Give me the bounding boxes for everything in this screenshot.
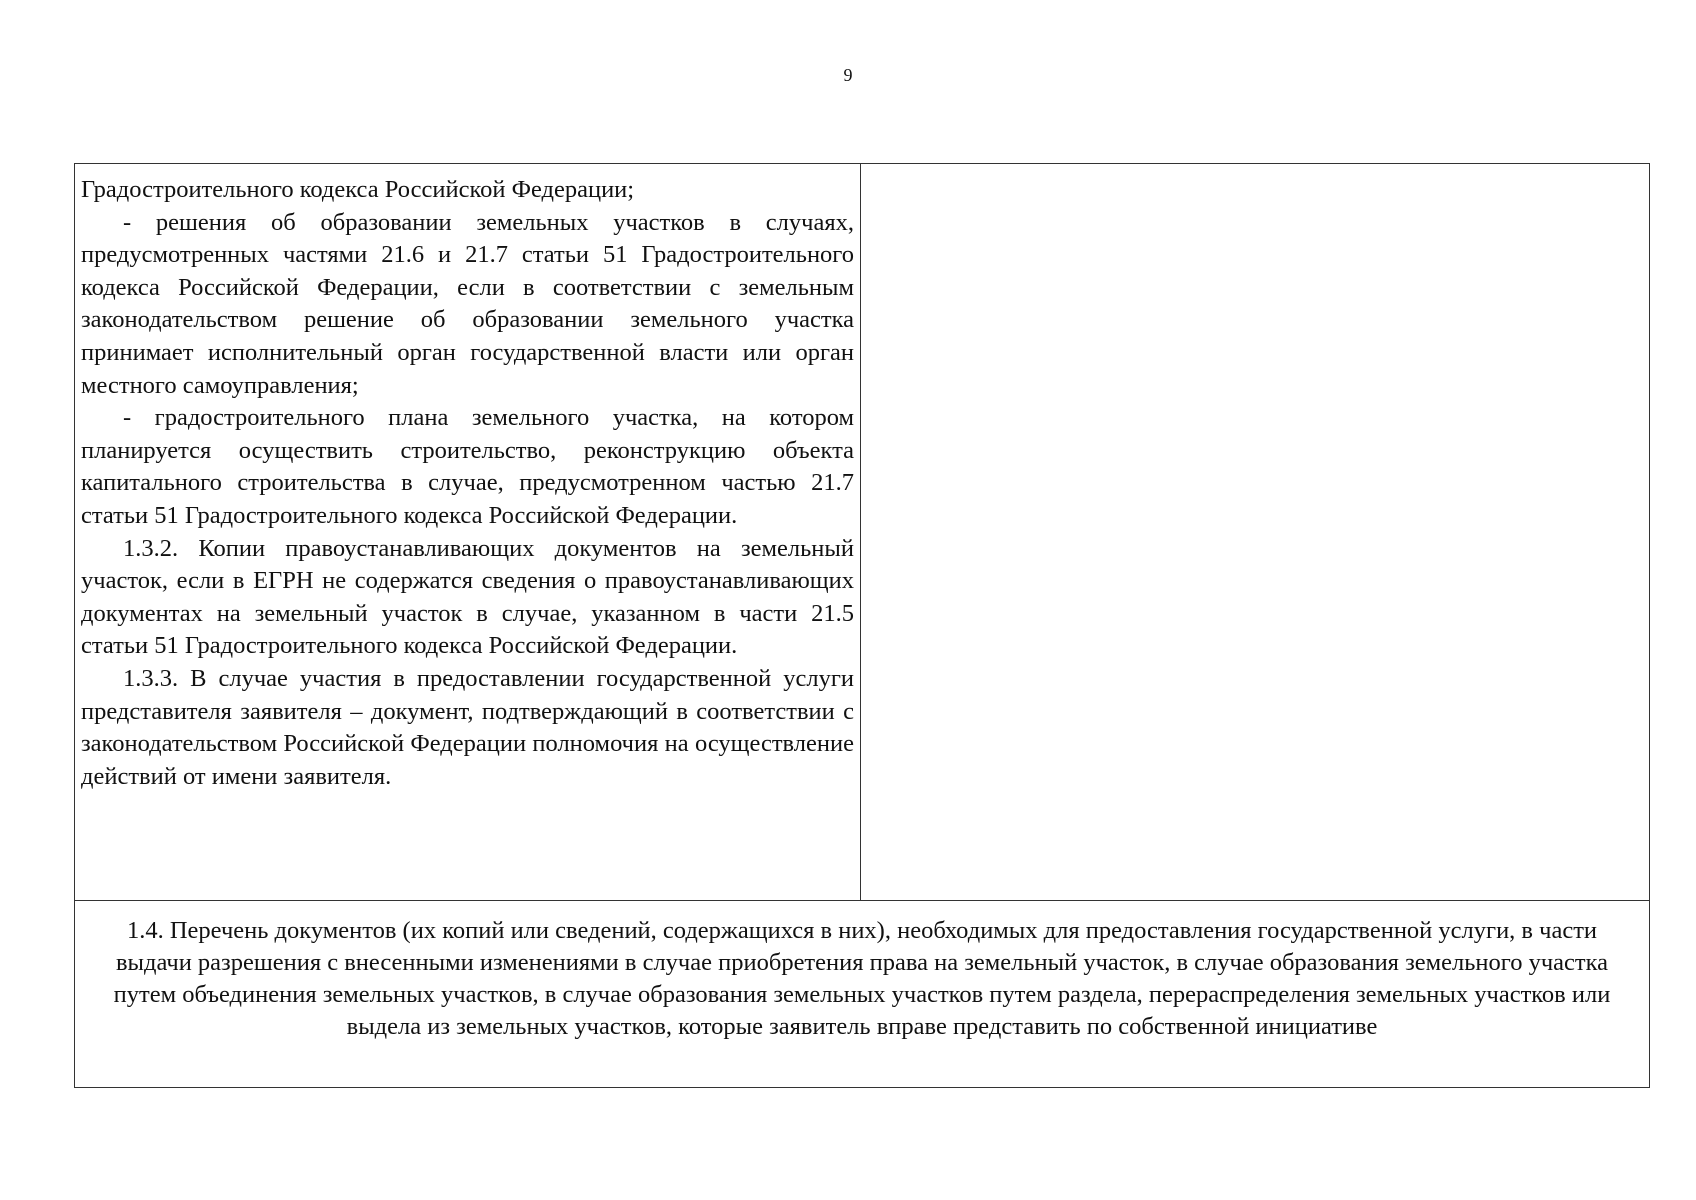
table-cell-right: [861, 164, 1649, 900]
paragraph-gradostroitelny-kodeks: Градостроительного кодекса Российской Федерации;: [81, 176, 635, 203]
table-row: [75, 164, 1649, 901]
table-cell-left: [75, 164, 861, 900]
paragraph-gradostroitelny-plan: - градостроительного плана земельного участка, на котором планируется осуществить строительство, реконструкцию объекта капитального строительства в случае, предусмотренном частью 21.7 статьи 51 Градостроительного кодекса Российской Федерации.: [81, 404, 854, 529]
paragraph-1-3-3: 1.3.3. В случае участия в предоставлении государственной услуги представителя заявителя – документ, подтверждающий в соответствии с законодательством Российской Федерации полномочия на осуществление действий от имени заявителя.: [81, 664, 854, 790]
table-row-section-heading: [75, 901, 1649, 1087]
paragraph-1-3-2: 1.3.2. Копии правоустанавливающих документов на земельный участок, если в ЕГРН не содержатся сведения о правоустанавливающих документах на земельный участок в случае, указанном в части 21.5 статьи 51 Градостроительного кодекса Российской Федерации.: [81, 534, 854, 660]
section-heading-1-4: 1.4. Перечень документов (их копий или сведений, содержащихся в них), необходимых для предоставления государственной услуги, в части выдачи разрешения с внесенными изменениями в случае приобретения права на земельный участок, в случае образования земельного участка путем объединения земельных участков, в случае образования земельных участков путем раздела, перераспределения земельных участков или выдела из земельных участков, которые заявитель вправе представить по собственной инициативе: [113, 917, 1611, 1040]
page-number: 9: [843, 65, 853, 85]
paragraph-reshenie-ob-obrazovanii: - решения об образовании земельных участков в случаях, предусмотренных частями 21.6 и 21.7 статьи 51 Градостроительного кодекса Российской Федерации, если в соответствии с земельным законодательством решение об образовании земельного участка принимает исполнительный орган государственной власти или орган местного самоуправления;: [81, 208, 854, 399]
document-table: [74, 163, 1650, 1088]
